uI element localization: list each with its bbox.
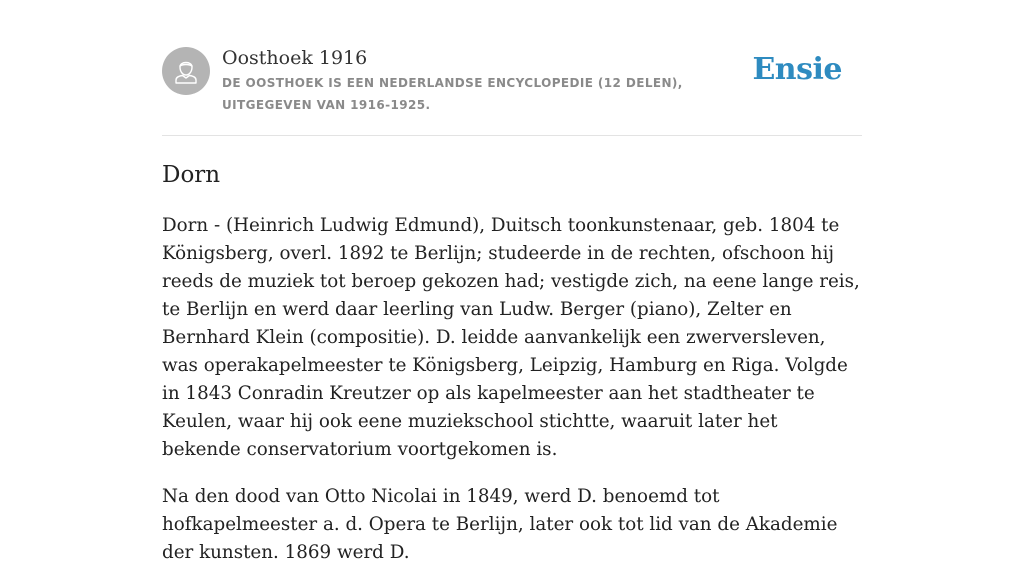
article-body [162,212,862,586]
page-content [162,0,862,563]
avatar[interactable] [162,47,210,95]
source-header [162,0,862,136]
ensie-logo[interactable]: Ensie [752,52,842,87]
article-paragraph: Na den dood van Otto Nicolai in 1849, werd D. benoemd tot hofkapelmeester a. d. Opera te Berlijn, later ook tot lid van de Akademie der kunsten. 1869 werd D. [162,486,838,563]
article-paragraph: Dorn - (Heinrich Ludwig Edmund), Duitsch toonkunstenaar, geb. 1804 te Königsberg, overl. 1892 te Berlijn; studeerde in de rechten, ofschoon hij reeds de muziek tot beroep gekozen had; vestigde zich, na eene lange reis, te Berlijn en werd daar leerling van Ludw. Berger (piano), Zelter en Bernhard Klein (compositie). D. leidde aanvankelijk een zwerversleven, was operakapelmeester te Königsberg, Leipzig, Hamburg en Riga. Volgde in 1843 Conradin Kreutzer op als kapelmeester aan het stadtheater te Keulen, waar hij ook eene muziekschool stichtte, waaruit later het bekende conservatorium voortgekomen is. [162,215,860,460]
source-description: DE OOSTHOEK IS EEN NEDERLANDSE ENCYCLOPEDIE (12 DELEN), UITGEGEVEN VAN 1916-1925. [222,76,683,112]
user-icon [162,47,210,95]
article-title: Dorn [162,162,221,188]
source-title[interactable]: Oosthoek 1916 [222,47,368,69]
